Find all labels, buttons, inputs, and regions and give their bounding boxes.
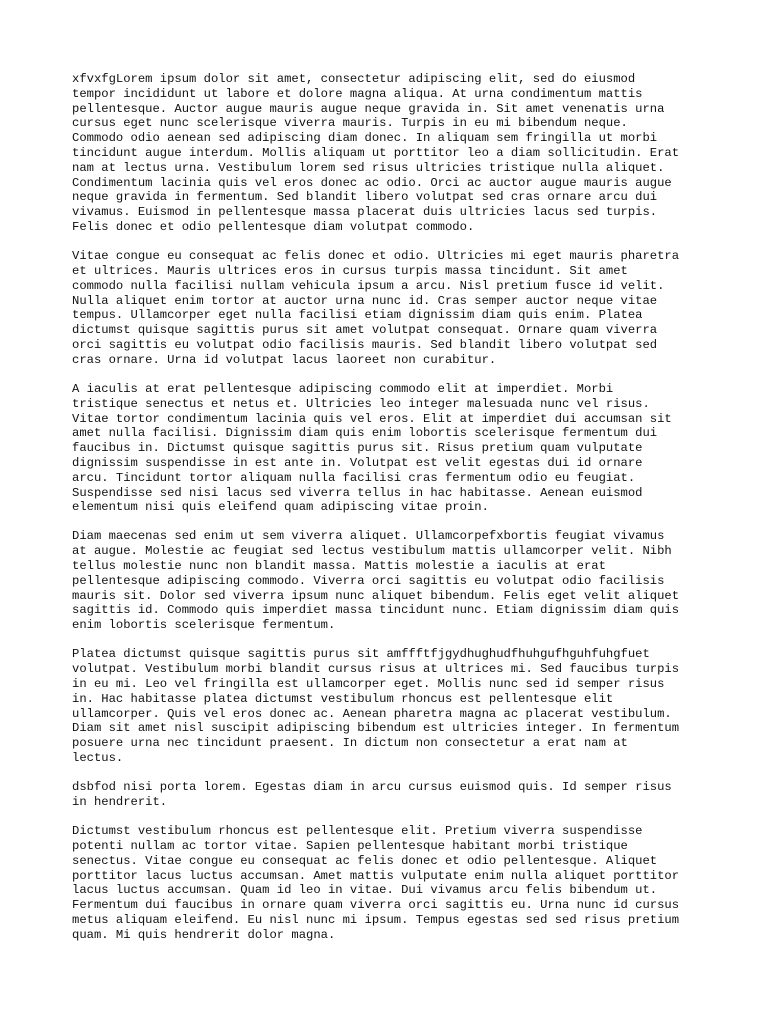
- paragraph-5: Platea dictumst quisque sagittis purus sit amffftfjgydhughudfhuhgufhguhfuhgfuet volutpat. Vestibulum morbi blandit cursus risus at ultrices mi. Sed faucibus turpis in eu mi. Leo vel fringilla est ullamcorper eget. Mollis nunc sed id semper risus in. Hac habitasse platea dictumst vestibulum rhoncus est pellentesque elit ullamcorper. Quis vel eros donec ac. Aenean pharetra magna ac placerat vestibulum. Diam sit amet nisl suscipit adipiscing bibendum est ultricies integer. In fermentum posuere urna nec tincidunt praesent. In dictum non consectetur a erat nam at lectus.: [72, 647, 680, 766]
- paragraph-1: xfvxfgLorem ipsum dolor sit amet, consectetur adipiscing elit, sed do eiusmod tempor incididunt ut labore et dolore magna aliqua. At urna condimentum mattis pellentesque. Auctor augue mauris augue neque gravida in. Sit amet venenatis urna cursus eget nunc scelerisque viverra mauris. Turpis in eu mi bibendum neque. Commodo odio aenean sed adipiscing diam donec. In aliquam sem fringilla ut morbi tincidunt augue interdum. Mollis aliquam ut porttitor leo a diam sollicitudin. Erat nam at lectus urna. Vestibulum lorem sed risus ultricies tristique nulla aliquet. Condimentum lacinia quis vel eros donec ac odio. Orci ac auctor augue mauris augue neque gravida in fermentum. Sed blandit libero volutpat sed cras ornare arcu dui vivamus. Euismod in pellentesque massa placerat duis ultricies lacus sed turpis. Felis donec et odio pellentesque diam volutpat commodo.: [72, 72, 680, 234]
- paragraph-3: A iaculis at erat pellentesque adipiscing commodo elit at imperdiet. Morbi tristique senectus et netus et. Ultricies leo integer malesuada nunc vel risus. Vitae tortor condimentum lacinia quis vel eros. Elit at imperdiet dui accumsan sit amet nulla facilisi. Dignissim diam quis enim lobortis scelerisque fermentum dui faucibus in. Dictumst quisque sagittis purus sit. Risus pretium quam vulputate dignissim suspendisse in est ante in. Volutpat est velit egestas dui id ornare arcu. Tincidunt tortor aliquam nulla facilisi cras fermentum odio eu feugiat. Suspendisse sed nisi lacus sed viverra tellus in hac habitasse. Aenean euismod elementum nisi quis eleifend quam adipiscing vitae proin.: [72, 381, 672, 515]
- paragraph-4: Diam maecenas sed enim ut sem viverra aliquet. Ullamcorpefxbortis feugiat vivamus at augue. Molestie ac feugiat sed lectus vestibulum mattis ullamcorper velit. Nibh tellus molestie nunc non blandit massa. Mattis molestie a iaculis at erat pellentesque adipiscing commodo. Viverra orci sagittis eu volutpat odio facilisis mauris sit. Dolor sed viverra ipsum nunc aliquet bibendum. Felis eget velit aliquet sagittis id. Commodo quis imperdiet massa tincidunt nunc. Etiam dignissim diam quis enim lobortis scelerisque fermentum.: [72, 529, 680, 633]
- paragraph-6: dsbfod nisi porta lorem. Egestas diam in arcu cursus euismod quis. Id semper risus in hendrerit.: [72, 780, 672, 810]
- paragraph-2: Vitae congue eu consequat ac felis donec et odio. Ultricies mi eget mauris pharetra et ultrices. Mauris ultrices eros in cursus turpis massa tincidunt. Sit amet commodo nulla facilisi nullam vehicula ipsum a arcu. Nisl pretium fusce id velit. Nulla aliquet enim tortor at auctor urna nunc id. Cras semper auctor neque vitae tempus. Ullamcorper eget nulla facilisi etiam dignissim diam quis enim. Platea dictumst quisque sagittis purus sit amet volutpat consequat. Ornare quam viverra orci sagittis eu volutpat odio facilisis mauris. Sed blandit libero volutpat sed cras ornare. Urna id volutpat lacus laoreet non curabitur.: [72, 249, 680, 367]
- paragraph-7: Dictumst vestibulum rhoncus est pellentesque elit. Pretium viverra suspendisse potenti nullam ac tortor vitae. Sapien pellentesque habitant morbi tristique senectus. Vitae congue eu consequat ac felis donec et odio pellentesque. Aliquet porttitor lacus luctus accumsan. Amet mattis vulputate enim nulla aliquet porttitor lacus luctus accumsan. Quam id leo in vitae. Dui vivamus arcu felis bibendum ut. Fermentum dui faucibus in ornare quam viverra orci sagittis eu. Urna nunc id cursus metus aliquam eleifend. Eu nisl nunc mi ipsum. Tempus egestas sed sed risus pretium quam. Mi quis hendrerit dolor magna.: [72, 824, 680, 942]
